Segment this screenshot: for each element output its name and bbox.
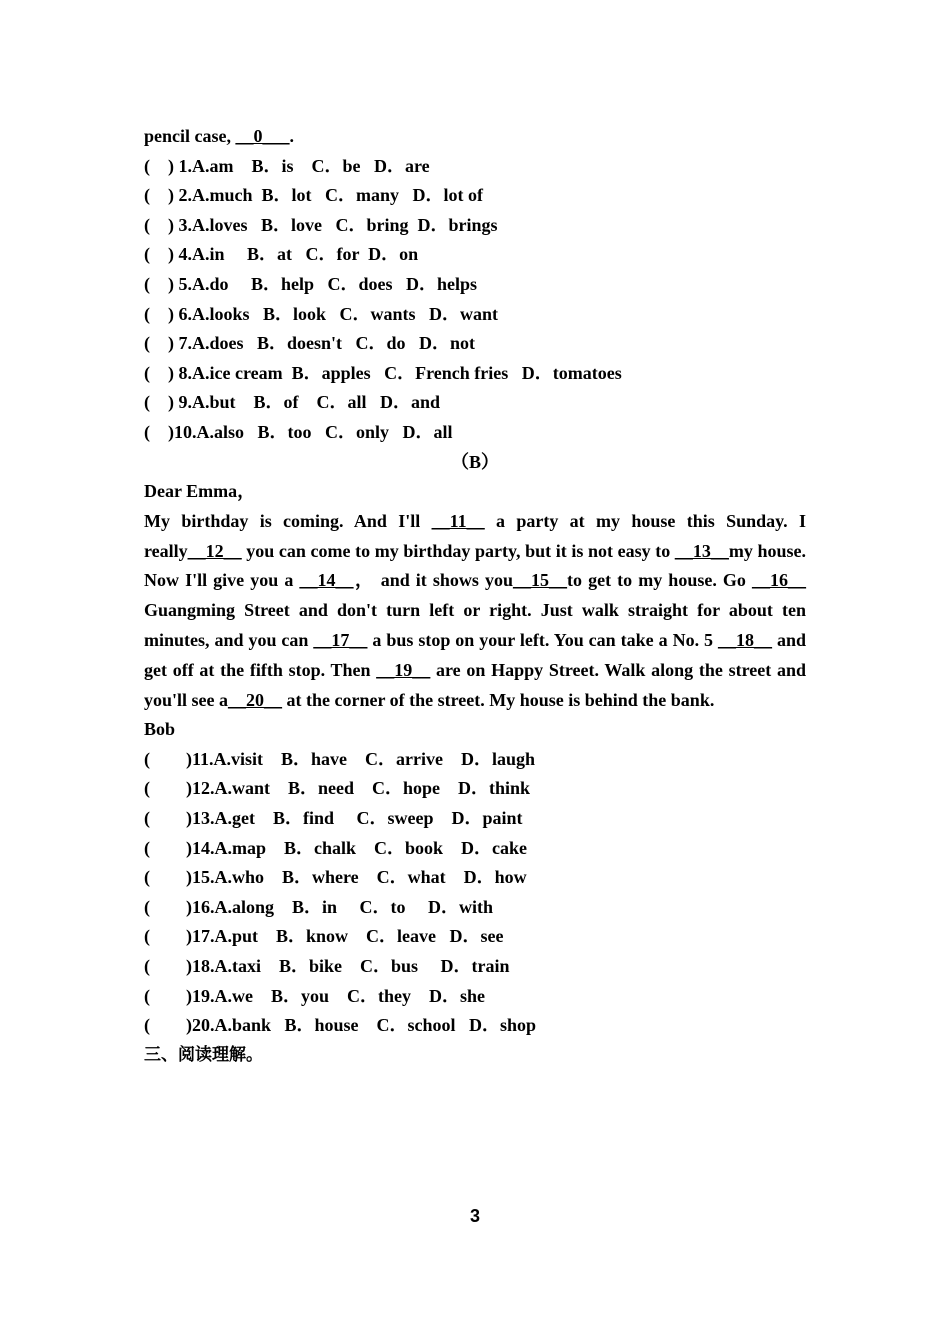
letter-blank: __12__ xyxy=(187,540,242,561)
letter-greeting: Dear Emma， xyxy=(144,481,256,502)
letter-text: My birthday is coming. And I'll xyxy=(144,510,432,531)
letter-text: my house. Now I'll give you a xyxy=(144,540,807,591)
letter-text: are on Happy Street. Walk along the street and you'll see a xyxy=(144,659,807,710)
letter-blank: __16__ xyxy=(752,570,806,591)
letter-text: you can come to my birthday party, but it is not easy to xyxy=(241,540,675,561)
letter-text: to get to my house. Go xyxy=(567,570,752,591)
letter-blank: __20__ xyxy=(228,689,282,710)
letter-blank: __18__ xyxy=(718,629,772,650)
letter-signature: Bob xyxy=(144,719,176,740)
question-8: ( ) 8.A.ice cream B．apples C．French fries D．tomatoes xyxy=(144,362,622,383)
question-11: ( )11.A.visit B．have C．arrive D．laugh xyxy=(144,748,535,769)
question-17: ( )17.A.put B．know C．leave D．see xyxy=(144,926,504,947)
letter-blank: __14__ xyxy=(299,570,354,591)
blank-0: __0___ xyxy=(235,126,290,146)
section-a-question-list xyxy=(144,152,806,448)
letter-blank: __11__ xyxy=(431,510,485,531)
letter-text: a party at my house this Sunday. I really xyxy=(144,510,806,561)
page-number: 3 xyxy=(469,1206,480,1226)
question-9: ( ) 9.A.but B．of C．all D．and xyxy=(144,392,441,413)
letter-body xyxy=(144,507,806,716)
question-18: ( )18.A.taxi B．bike C．bus D．train xyxy=(144,956,510,977)
question-5: ( ) 5.A.do B．help C．does D．helps xyxy=(144,273,478,294)
question-13: ( )13.A.get B．find C．sweep D．paint xyxy=(144,808,523,829)
intro-line xyxy=(144,122,806,152)
letter-text: Guangming Street and don't turn left or right. Just walk straight for about ten minutes, and you can xyxy=(144,600,806,650)
letter-text: ， and it shows you xyxy=(353,570,513,591)
letter-text: and get off at the fifth stop. Then xyxy=(144,629,806,680)
letter-blank: __17__ xyxy=(313,629,368,650)
question-7: ( ) 7.A.does B．doesn't C．do D．not xyxy=(144,333,476,354)
letter-blank: __15__ xyxy=(513,570,567,591)
letter-blank: __13__ xyxy=(674,540,729,561)
question-2: ( ) 2.A.much B．lot C．many D．lot of xyxy=(144,185,483,206)
worksheet-page xyxy=(144,122,806,1070)
question-3: ( ) 3.A.loves B．love C．bring D．brings xyxy=(144,214,498,235)
question-10: ( )10.A.also B．too C．only D．all xyxy=(144,421,453,442)
question-15: ( )15.A.who B．where C．what D．how xyxy=(144,867,527,888)
section-three-heading: 三、阅读理解。 xyxy=(144,1044,263,1065)
question-4: ( ) 4.A.in B．at C．for D．on xyxy=(144,244,419,265)
question-16: ( )16.A.along B．in C．to D．with xyxy=(144,896,494,917)
question-20: ( )20.A.bank B．house C．school D．shop xyxy=(144,1015,537,1036)
section-b-question-list xyxy=(144,745,806,1041)
letter-text: at the corner of the street. My house is behind the bank. xyxy=(282,689,715,710)
letter-text: a bus stop on your left. You can take a No. 5 xyxy=(367,629,718,650)
question-1: ( ) 1.A.am B．is C．be D．are xyxy=(144,155,430,176)
intro-end: . xyxy=(289,126,294,146)
question-19: ( )19.A.we B．you C．they D．she xyxy=(144,985,485,1006)
intro-text: pencil case, xyxy=(144,126,236,146)
question-6: ( ) 6.A.looks B．look C．wants D．want xyxy=(144,303,499,324)
section-b-heading: （B） xyxy=(450,451,499,472)
letter-blank: __19__ xyxy=(376,659,431,680)
question-12: ( )12.A.want B．need C．hope D．think xyxy=(144,778,531,799)
question-14: ( )14.A.map B．chalk C．book D．cake xyxy=(144,837,528,858)
